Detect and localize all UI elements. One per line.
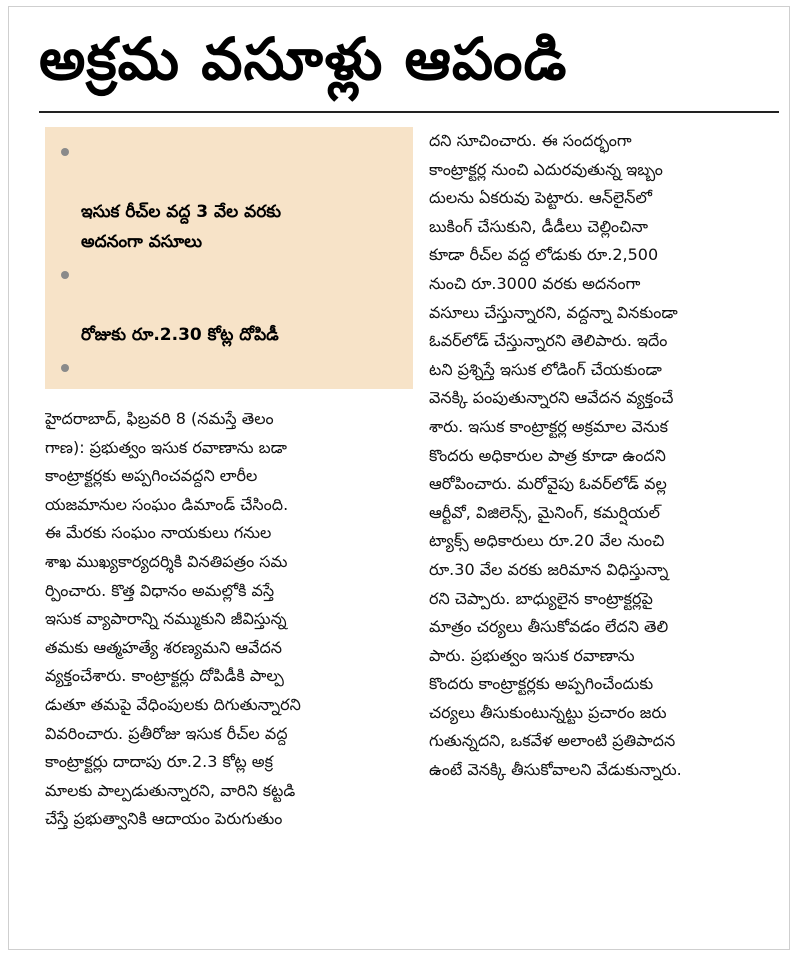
bullet-icon xyxy=(61,148,69,156)
highlights-box xyxy=(45,127,413,389)
highlight-text: రోజుకు రూ.2.30 కోట్ల దోపిడీ xyxy=(81,325,279,345)
headline: అక్రమ వసూళ్లు ఆపండి xyxy=(39,25,568,93)
highlight-item xyxy=(59,260,405,350)
newspaper-clipping xyxy=(8,6,790,950)
highlight-item xyxy=(59,137,405,257)
bullet-icon xyxy=(61,271,69,279)
highlight-text: ఇసుక రీచ్‌ల వద్ద 3 వేల వరకు అదనంగా వసూలు xyxy=(81,202,282,252)
right-column xyxy=(429,127,781,947)
headline-divider xyxy=(39,111,779,113)
bullet-icon xyxy=(61,364,69,372)
highlight-item xyxy=(59,353,405,389)
body-text-right: దని సూచించారు. ఈ సందర్భంగా కాంట్రాక్టర్ల నుంచి ఎదురవుతున్న ఇబ్బం దులను ఏకరువు పెట్టారు. ఆన్‌లైన్‌లో బుకింగ్ చేసుకుని, డీడీలు చెల్లించినా కూడా రీచ్‌ల వద్ద లోడుకు రూ.2,500 నుంచి రూ.3000 వరకు అదనంగా వసూలు చేస్తున్నారని, వద్దన్నా వినకుండా ఓవర్‌లోడ్ చేస్తున్నారని తెలిపారు. ఇదేం టని ప్రశ్నిస్తే ఇసుక లోడింగ్ చేయకుండా వెనక్కి పంపుతున్నారని ఆవేదన వ్యక్తంచే శారు. ఇసుక కాంట్రాక్టర్ల అక్రమాల వెనుక కొందరు అధికారుల పాత్ర కూడా ఉందని ఆరోపించారు. మరోవైపు ఓవర్‌లోడ్ వల్ల ఆర్టీవో, విజిలెన్స్, మైనింగ్, కమర్షియల్ ట్యాక్స్ అధికారులు రూ.20 వేల నుంచి రూ.30 వేల వరకు జరిమాన విధిస్తున్నా రని చెప్పారు. బాధ్యులైన కాంట్రాక్టర్లపై మాత్రం చర్యలు తీసుకోవడం లేదని తెలి పారు. ప్రభుత్వం ఇసుక రవాణాను కొందరు కాంట్రాక్టర్లకు అప్పగించేందుకు చర్యలు తీసుకుంటున్నట్టు ప్రచారం జరు గుతున్నదని, ఒకవేళ అలాంటి ప్రతిపాదన ఉంటే వెనక్కి తీసుకోవాలని వేడుకున్నారు. xyxy=(429,131,682,780)
body-text-left: హైదరాబాద్, ఫిబ్రవరి 8 (నమస్తే తెలం గాణ): ప్రభుత్వం ఇసుక రవాణాను బడా కాంట్రాక్టర్లకు అప్పగించవద్దని లారీల యజమానుల సంఘం డిమాండ్ చేసింది. ఈ మేరకు సంఘం నాయకులు గనుల శాఖ ముఖ్యకార్యదర్శికి వినతిపత్రం సమ ర్పించారు. కొత్త విధానం అమల్లోకి వస్తే ఇసుక వ్యాపారాన్ని నమ్ముకుని జీవిస్తున్న తమకు ఆత్మహత్యే శరణ్యమని ఆవేదన వ్యక్తంచేశారు. కాంట్రాక్టర్లు దోపిడీకి పాల్ప డుతూ తమపై వేధింపులకు దిగుతున్నారని వివరించారు. ప్రతీరోజు ఇసుక రీచ్‌ల వద్ద కాంట్రాక్టర్లు దాదాపు రూ.2.3 కోట్ల అక్ర మాలకు పాల్పడుతున్నారని, వారిని కట్టడి చేస్తే ప్రభుత్వానికి ఆదాయం పెరుగుతుం xyxy=(45,409,301,829)
left-column xyxy=(45,127,413,947)
